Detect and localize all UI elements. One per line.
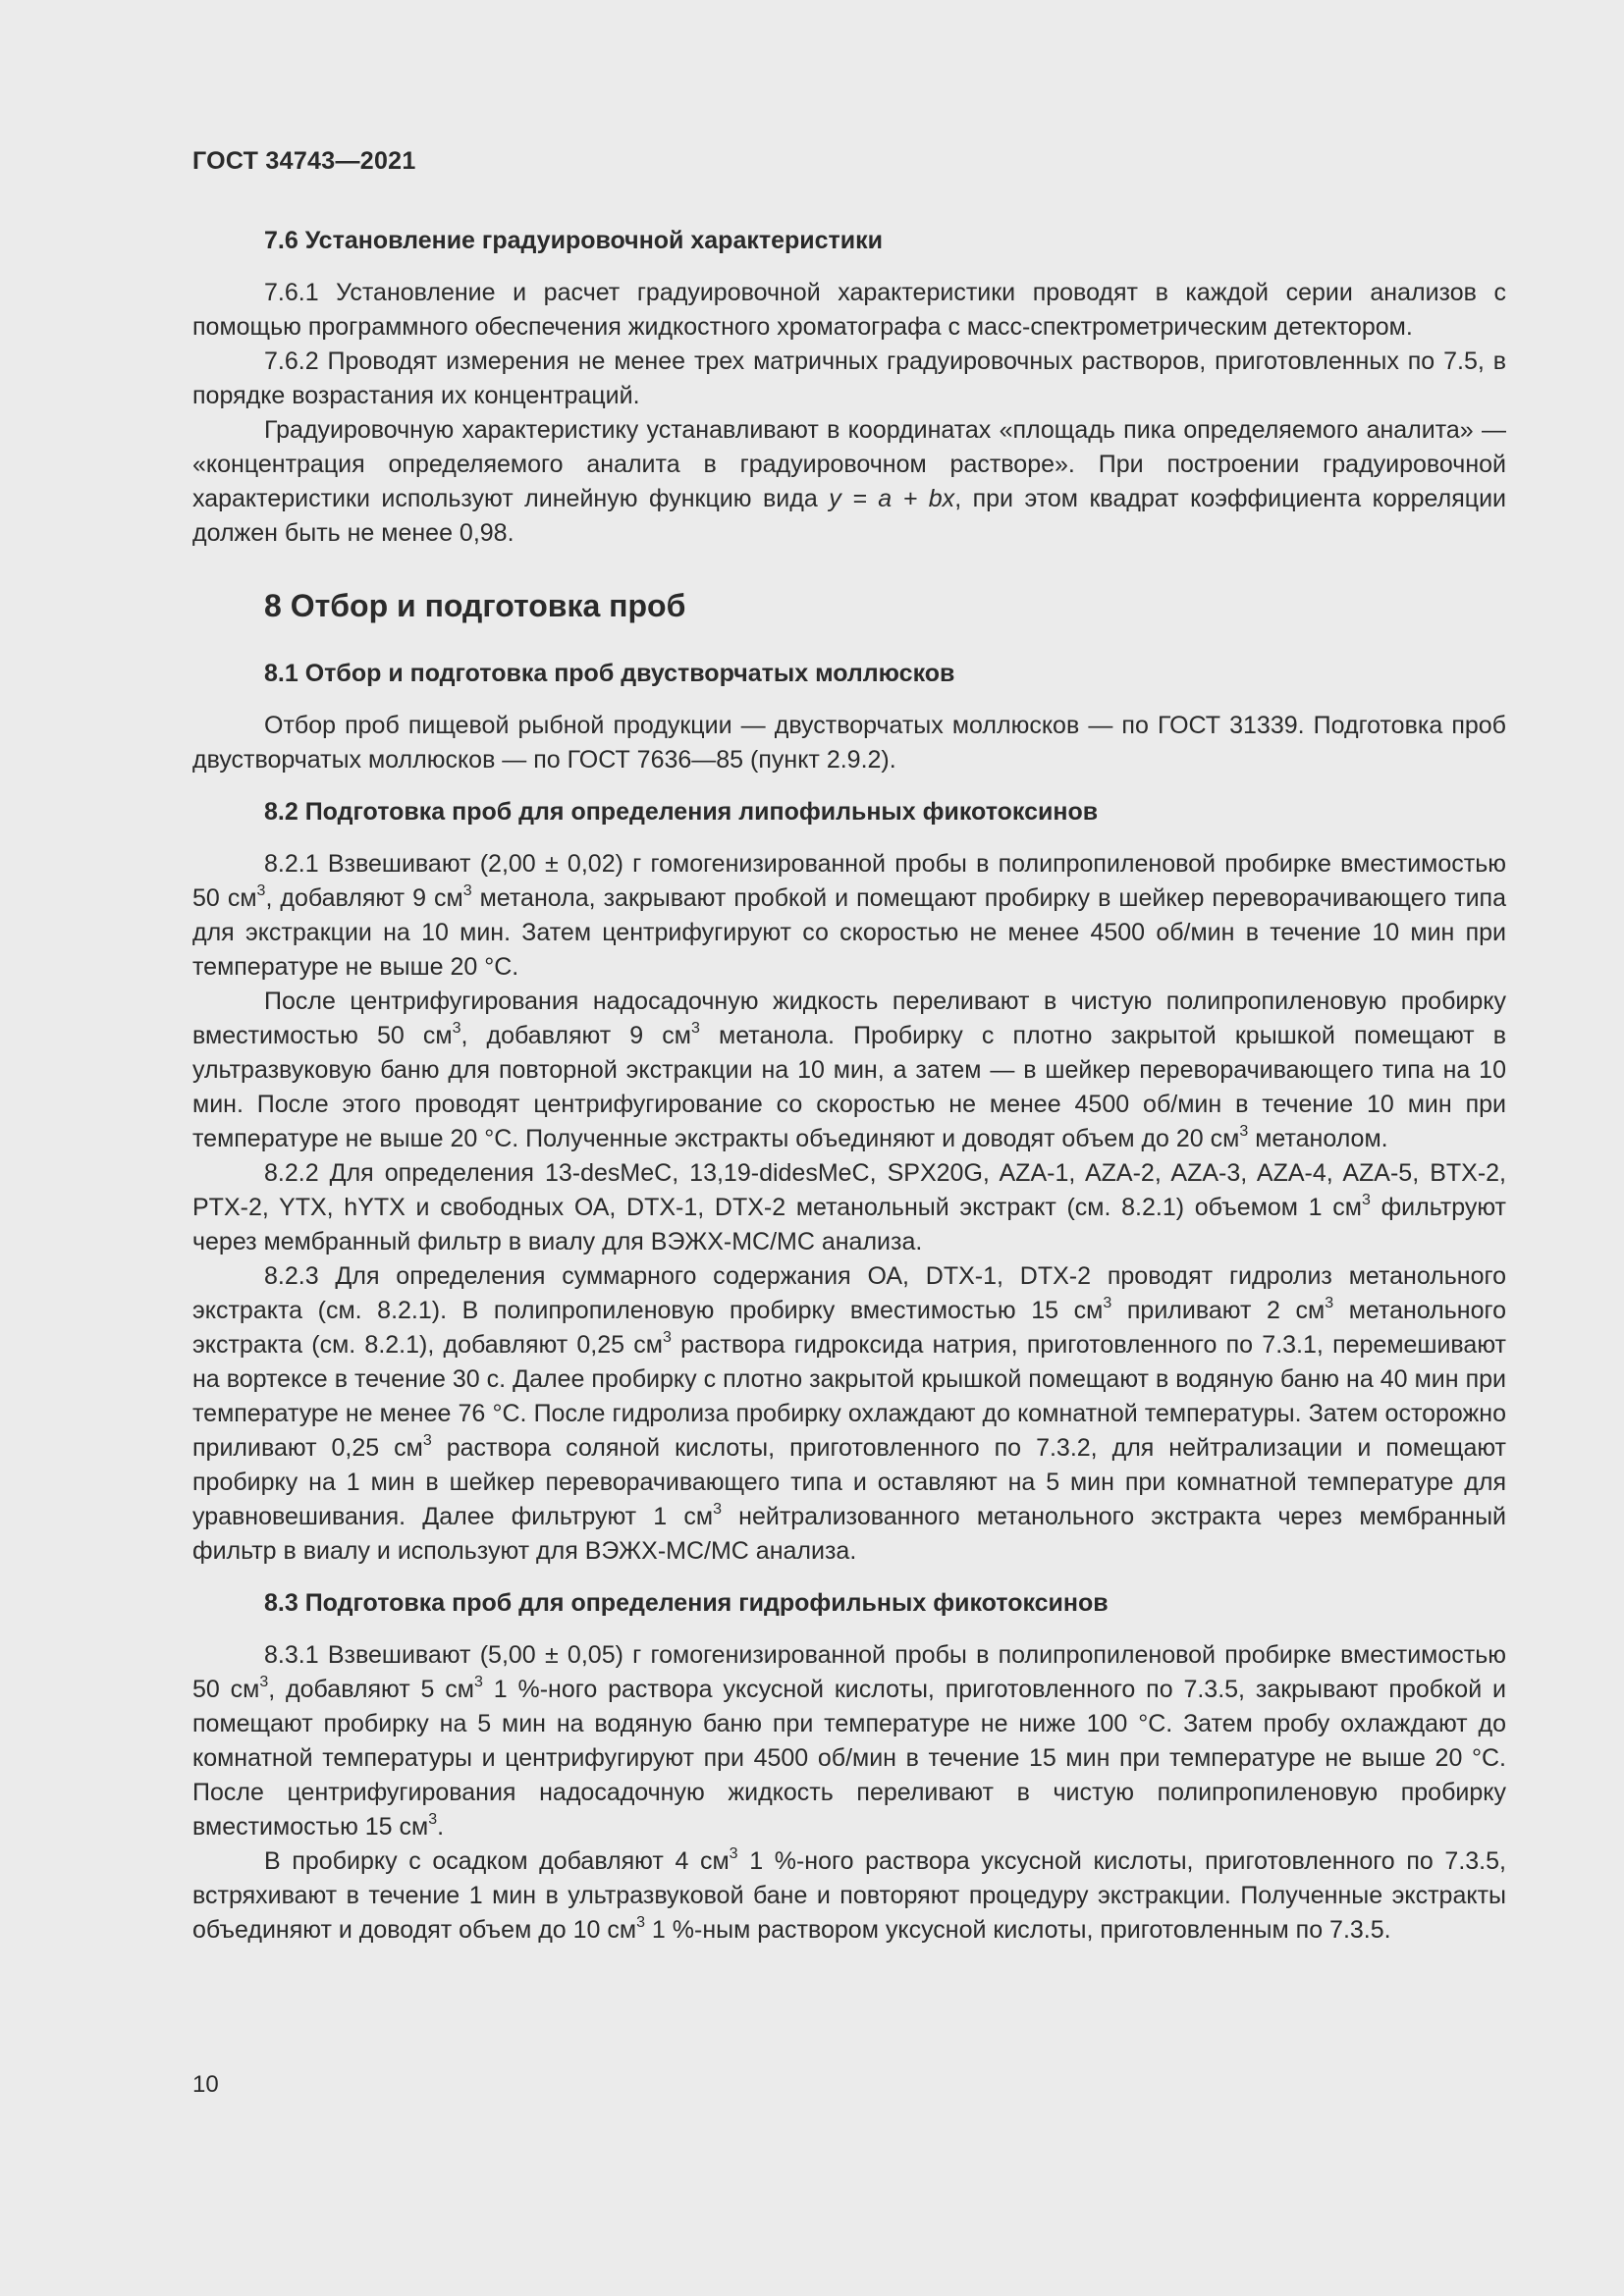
text-part: 1 %-ным раствором уксусной кислоты, приготовленным по 7.3.5. bbox=[644, 1916, 1391, 1944]
superscript: 3 bbox=[1239, 1122, 1249, 1140]
document-number-header: ГОСТ 34743—2021 bbox=[192, 147, 416, 175]
section-7-6-title: 7.6 Установление градуировочной характеристики bbox=[264, 227, 884, 254]
superscript: 3 bbox=[1325, 1294, 1334, 1311]
text-part: 8.2.1 Взвешивают (2,00 ± 0,02) г гомогенизированной пробы в полипропиленовой пробирке вместимостью 50 см bbox=[192, 850, 1506, 912]
paragraph-7-6-1: 7.6.1 Установление и расчет градуировочной характеристики проводят в каждой серии анализов с помощью программного обеспечения жидкостного хроматографа с масс-спектрометрическим детектором. bbox=[192, 279, 1506, 341]
superscript: 3 bbox=[452, 1019, 461, 1037]
superscript: 3 bbox=[256, 881, 266, 899]
text-part: . bbox=[437, 1813, 445, 1841]
text-part: 8.2.3 Для определения суммарного содержания ОА, DTX-1, DTX-2 проводят гидролиз метанольного экстракта (см. 8.2.1). В полипропиленовую пробирку вместимостью 15 см bbox=[192, 1262, 1506, 1324]
paragraph-8-1: Отбор проб пищевой рыбной продукции — двустворчатых моллюсков — по ГОСТ 31339. Подготовка проб двустворчатых моллюсков — по ГОСТ 7636—85 (пункт 2.9.2). bbox=[192, 712, 1506, 774]
text-part: 1 %-ного раствора уксусной кислоты, приготовленного по 7.3.5, закрывают пробкой и помещают пробирку на 5 мин на водяную баню при температуре не ниже 100 °С. Затем пробу охлаждают до комнатной температуры и центрифугируют при 4500 об/мин в течение 15 мин при температуре не выше 20 °С. После центрифугирования надосадочную жидкость переливают в чистую полипропиленовую пробирку вместимостью 15 см bbox=[192, 1676, 1506, 1841]
text-part: нейтрализованного метанольного экстракта через мембранный фильтр в виалу и используют для ВЭЖХ-МС/МС анализа. bbox=[192, 1503, 1507, 1565]
linear-formula: y = a + bx bbox=[829, 485, 955, 512]
paragraph-8-2-1-continued bbox=[192, 985, 1506, 1156]
page-number: 10 bbox=[192, 2071, 219, 2098]
text-part: фильтруют через мембранный фильтр в виалу для ВЭЖХ-МС/МС анализа. bbox=[192, 1194, 1506, 1255]
superscript: 3 bbox=[1103, 1294, 1112, 1311]
text-part: 8.2.2 Для определения 13-desMeC, 13,19-didesMeC, SPX20G, AZA-1, AZA-2, AZA-3, AZA-4, AZA-5, BTX-2, PTX-2, YTX, hYTX и свободных ОА, DTX-1, DTX-2 метанольный экстракт (см. 8.2.1) объемом 1 см bbox=[192, 1159, 1506, 1221]
text-part: 8.3.1 Взвешивают (5,00 ± 0,05) г гомогенизированной пробы в полипропиленовой пробирке вместимостью 50 см bbox=[192, 1641, 1506, 1703]
paragraph-8-2-3 bbox=[192, 1259, 1506, 1569]
section-8-3-title: 8.3 Подготовка проб для определения гидрофильных фикотоксинов bbox=[264, 1589, 1109, 1617]
text-part: После центрифугирования надосадочную жидкость переливают в чистую полипропиленовую пробирку вместимостью 50 см bbox=[192, 988, 1506, 1049]
text-part: приливают 2 см bbox=[1111, 1297, 1326, 1324]
superscript: 3 bbox=[636, 1913, 645, 1931]
text-part: метанольного экстракта (см. 8.2.1), добавляют 0,25 см bbox=[192, 1297, 1506, 1359]
superscript: 3 bbox=[473, 1673, 483, 1690]
paragraph-7-6-2: 7.6.2 Проводят измерения не менее трех матричных градуировочных растворов, приготовленных по 7.5, в порядке возрастания их концентраций. bbox=[192, 347, 1506, 409]
superscript: 3 bbox=[662, 1328, 672, 1346]
paragraph-8-3-1-continued bbox=[192, 1844, 1506, 1948]
superscript: 3 bbox=[462, 881, 472, 899]
text-part: метанолом. bbox=[1248, 1125, 1388, 1152]
text-part: метанола, закрывают пробкой и помещают пробирку в шейкер переворачивающего типа для экстракции на 10 мин. Затем центрифугируют со скоростью не менее 4500 об/мин в течение 10 мин при температуре не выше 20 °С. bbox=[192, 884, 1506, 981]
text-part: раствора гидроксида натрия, приготовленного по 7.3.1, перемешивают на вортексе в течение 30 с. Далее пробирку с плотно закрытой крышкой помещают в водяную баню на 40 мин при температуре не менее 76 °С. После гидролиза пробирку охлаждают до комнатной температуры. Затем осторожно приливают 0,25 см bbox=[192, 1331, 1506, 1462]
text-part: , добавляют 9 см bbox=[265, 884, 463, 912]
page-content bbox=[192, 224, 1506, 1948]
text-part: , добавляют 5 см bbox=[268, 1676, 474, 1703]
text-part: раствора соляной кислоты, приготовленного по 7.3.2, для нейтрализации и помещают пробирку на 1 мин в шейкер переворачивающего типа и оставляют на 5 мин при комнатной температуре для уравновешивания. Далее фильтруют 1 см bbox=[192, 1434, 1506, 1530]
text-part: В пробирку с осадком добавляют 4 см bbox=[264, 1847, 730, 1875]
superscript: 3 bbox=[259, 1673, 269, 1690]
section-8-2-title: 8.2 Подготовка проб для определения липофильных фикотоксинов bbox=[264, 798, 1099, 826]
text-part: 1 %-ного раствора уксусной кислоты, приготовленного по 7.3.5, встряхивают в течение 1 мин в ультразвуковой бане и повторяют процедуру экстракции. Полученные экстракты объединяют и доводят объем до 10 см bbox=[192, 1847, 1506, 1944]
text-part: , при этом квадрат коэффициента корреляции должен быть не менее 0,98. bbox=[192, 485, 1506, 547]
paragraph-8-3-1 bbox=[192, 1638, 1506, 1844]
superscript: 3 bbox=[729, 1844, 738, 1862]
text-part: метанола. Пробирку с плотно закрытой крышкой помещают в ультразвуковую баню для повторной экстракции на 10 мин, а затем — в шейкер переворачивающего типа на 10 мин. После этого проводят центрифугирование со скоростью не менее 4500 об/мин в течение 10 мин при температуре не выше 20 °С. Полученные экстракты объединяют и доводят объем до 20 см bbox=[192, 1022, 1506, 1152]
paragraph-7-6-calibration bbox=[192, 413, 1506, 551]
superscript: 3 bbox=[691, 1019, 700, 1037]
superscript: 3 bbox=[422, 1431, 432, 1449]
superscript: 3 bbox=[713, 1500, 722, 1518]
superscript: 3 bbox=[1361, 1191, 1371, 1208]
superscript: 3 bbox=[428, 1810, 438, 1828]
text-part: Градуировочную характеристику устанавливают в координатах «площадь пика определяемого аналита» — «концентрация определяемого аналита в градуировочном растворе». При построении градуировочной характеристики используют линейную функцию вида bbox=[192, 416, 1506, 512]
section-8-title: 8 Отбор и подготовка проб bbox=[264, 588, 686, 623]
paragraph-8-2-1 bbox=[192, 847, 1506, 985]
paragraph-8-2-2 bbox=[192, 1156, 1506, 1259]
text-part: , добавляют 9 см bbox=[460, 1022, 691, 1049]
section-8-1-title: 8.1 Отбор и подготовка проб двустворчатых моллюсков bbox=[264, 660, 955, 687]
